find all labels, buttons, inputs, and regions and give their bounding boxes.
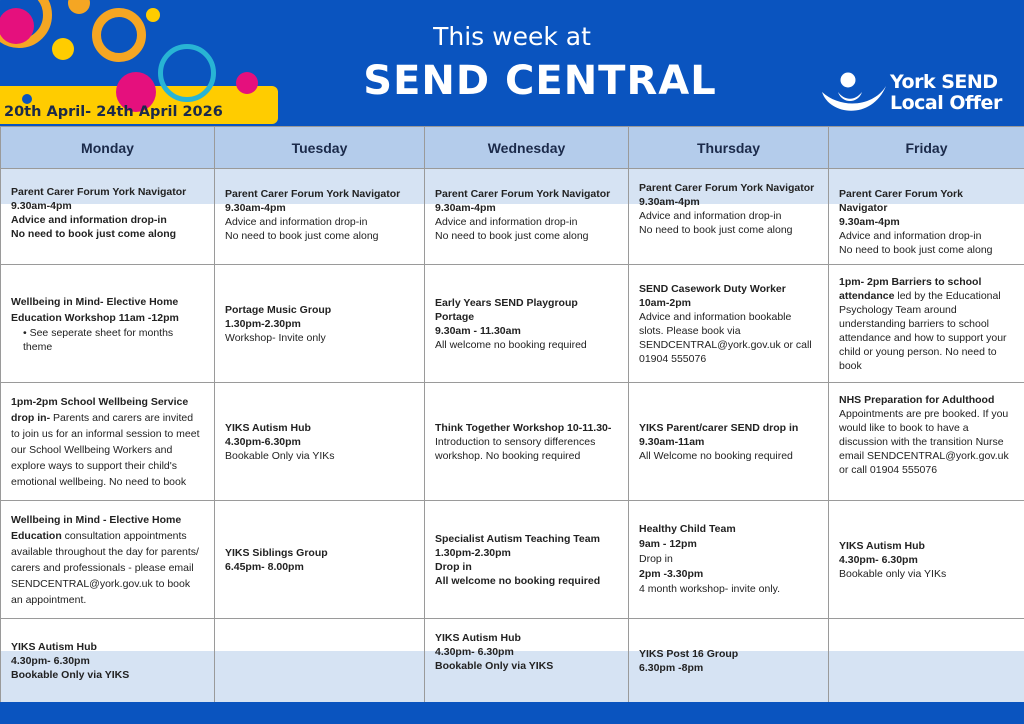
day-header-thursday: Thursday [629,127,829,169]
decor-circle-pink-right [236,72,258,94]
event-detail: Advice and information drop-in [225,216,368,228]
event-title: Healthy Child Team [639,523,736,535]
event-time: 4.30pm- 6.30pm [839,553,918,566]
day-header-tuesday: Tuesday [215,127,425,169]
event-title: Parent Carer Forum York Navigator [11,186,187,198]
schedule-cell [1,169,215,265]
schedule-cell [629,501,829,619]
decor-circle-orange-top [68,0,90,14]
schedule-cell [215,169,425,265]
timetable [0,126,1024,702]
schedule-cell [425,619,629,703]
event-time: 4.30pm-6.30pm [225,435,301,448]
event-title: YIKS Post 16 Group [639,647,739,660]
event-time: 6.45pm- 8.00pm [225,560,304,573]
event-note: Introduction to sensory differences workshop. No booking required [435,435,596,462]
schedule-cell [1,265,215,383]
event-note: 4 month workshop- invite only. [639,583,781,595]
event-time: 1.30pm-2.30pm [435,546,511,559]
event-detail: Drop in [639,553,673,565]
event-detail: Advice and information drop-in [11,214,167,226]
day-header-row [1,127,1024,169]
decor-circle-teal-ring [158,44,216,102]
event-title: YIKS Autism Hub [225,421,311,434]
logo-line-1: York SEND [890,71,998,93]
table-row [1,169,1024,265]
event-title: YIKS Siblings Group [225,546,328,559]
event-note: Workshop- Invite only [225,331,326,344]
event-title: Parent Carer Forum York Navigator [435,188,611,200]
logo-text [890,72,1002,114]
event-title: Specialist Autism Teaching Team [435,532,600,545]
schedule-cell [215,265,425,383]
schedule-cell [629,619,829,703]
local-offer-figure-icon [820,70,890,120]
page-title: SEND CENTRAL [363,58,717,104]
schedule-cell-empty [215,619,425,703]
event-title: YIKS Autism Hub [839,539,925,552]
event-note: Bookable Only via YIKs [225,449,335,462]
event-note: No need to book just come along [639,224,793,236]
event-title: YIKS Parent/carer SEND drop in [639,421,799,434]
schedule-cell [425,501,629,619]
title-subheading: This week at [433,22,591,51]
event-title: Early Years SEND Playgroup Portage [435,296,578,323]
table-row [1,619,1024,703]
event-time: 6.30pm -8pm [639,661,704,674]
schedule-cell [215,501,425,619]
event-time: 1.30pm-2.30pm [225,317,301,330]
day-header-wednesday: Wednesday [425,127,629,169]
event-title: Wellbeing in Mind - Elective Home Education [11,513,182,542]
day-header-friday: Friday [829,127,1024,169]
event-title: Portage Music Group [225,303,332,316]
schedule-cell [829,265,1024,383]
schedule-cell [629,169,829,265]
event-detail: Advice and information drop-in [435,216,578,228]
schedule-cell [425,169,629,265]
schedule-cell [215,383,425,501]
event-note: No need to book just come along [839,244,993,256]
event-time: 9.30am-4pm [435,202,496,214]
event-time: 10am-2pm [639,296,691,309]
weekly-schedule-table [0,126,1024,703]
date-range: 20th April- 24th April 2026 [4,104,223,120]
decor-circle-blue-dot [22,94,32,104]
event-note: consultation appointments available throughout the day for parents/ carers and professionals - please email SENDCENTRAL@york.gov.uk to book an appointment. [11,529,199,606]
event-time-2: 2pm -3.30pm [639,568,704,580]
event-title: SEND Casework Duty Worker [639,282,786,295]
york-send-logo [820,70,1010,120]
event-time: 9.30am-4pm [839,216,900,228]
event-note: Parents and carers are invited to join us for an informal session to meet our School Wellbeing Workers and explore ways to support their child's emotional wellbeing. No need to book [11,411,200,488]
event-note: No need to book just come along [435,230,589,242]
event-note: All welcome no booking required [435,574,601,587]
event-title: Wellbeing in Mind- Elective Home Education Workshop 11am -12pm [11,295,179,324]
schedule-cell [1,501,215,619]
schedule-cell [425,383,629,501]
logo-line-2: Local Offer [890,92,1002,114]
event-note: All Welcome no booking required [639,449,793,462]
event-time: 9am - 12pm [639,538,697,550]
schedule-cell [829,169,1024,265]
schedule-cell [425,265,629,383]
event-note: led by the Educational Psychology Team around understanding barriers to school attendance and how to support your child or young person. No need to book [839,289,1007,372]
event-detail: Advice and information drop-in [639,210,782,222]
decor-circle-yellow-small [146,8,160,22]
event-title: Parent Carer Forum York Navigator [839,188,963,214]
event-bullet: • See seperate sheet for months theme [23,326,174,353]
event-note: No need to book just come along [225,230,379,242]
event-detail: Advice and information drop-in [839,230,982,242]
schedule-cell [829,383,1024,501]
event-note: Bookable Only via YIKS [11,668,130,681]
event-note: Advice and information bookable slots. Please book via SENDCENTRAL@york.gov.uk or call 01904 555076 [639,310,812,365]
table-row [1,265,1024,383]
event-title: 1pm- 2pm Barriers to school attendance [839,275,982,302]
event-time: 4.30pm- 6.30pm [11,654,90,667]
footer-band [0,702,1024,724]
table-row [1,501,1024,619]
event-title: Think Together Workshop 10-11.30- [435,421,612,434]
event-time: 9.30am - 11.30am [435,324,521,337]
event-note: All welcome no booking required [435,338,587,351]
day-header-monday: Monday [1,127,215,169]
event-detail: Drop in [435,560,472,573]
event-title: Parent Carer Forum York Navigator [225,188,401,200]
table-row [1,383,1024,501]
event-note: No need to book just come along [11,228,177,240]
schedule-cell [829,501,1024,619]
header [0,0,1024,126]
event-note: Bookable Only via YIKS [435,660,554,672]
schedule-cell-empty [829,619,1024,703]
event-time: 9.30am-11am [639,435,705,448]
schedule-cell [629,383,829,501]
event-time: 4.30pm- 6.30pm [435,646,514,658]
schedule-cell [1,383,215,501]
event-note: See seperate sheet for months theme [23,326,174,353]
event-title: NHS Preparation for Adulthood [839,394,995,406]
event-title: 1pm-2pm School Wellbeing Service drop in- [11,395,189,424]
event-time: 9.30am-4pm [225,202,286,214]
schedule-cell [629,265,829,383]
event-title: YIKS Autism Hub [435,632,521,644]
event-note: Bookable only via YIKs [839,567,947,580]
event-title: YIKS Autism Hub [11,640,97,653]
event-title: Parent Carer Forum York Navigator [639,182,815,194]
event-time: 9.30am-4pm [11,200,72,212]
schedule-cell [1,619,215,703]
event-note: Appointments are pre booked. If you would like to book to have a discussion with the transition Nurse email SENDCENTRAL@york.gov.uk or call 01904 555076 [839,408,1009,476]
event-time: 9.30am-4pm [639,196,700,208]
